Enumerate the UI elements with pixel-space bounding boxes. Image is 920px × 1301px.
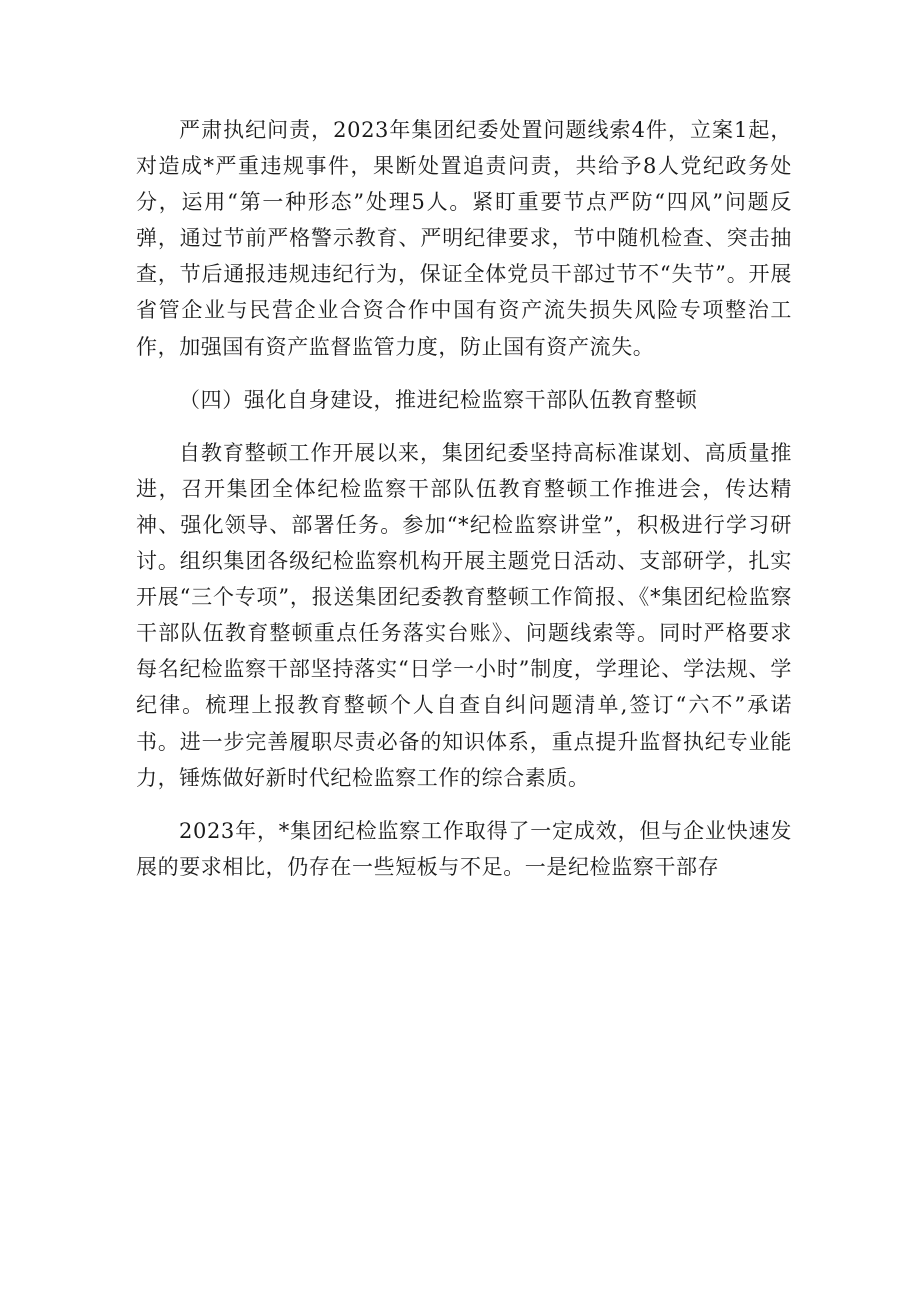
paragraph-education-rectification: 自教育整顿工作开展以来，集团纪委坚持高标准谋划、高质量推进，召开集团全体纪检监察干部队伍教育整顿工作推进会，传达精神、强化领导、部署任务。参加“*纪检监察讲堂”，积极进行学习研讨。组织集团各级纪检监察机构开展主题党日活动、支部研学，扎实开展“三个专项”，报送集团纪委教育整顿工作简报、《*集团纪检监察干部队伍教育整顿重点任务落实台账》、问题线索等。同时严格要求每名纪检监察干部坚持落实“日学一小时”制度，学理论、学法规、学纪律。梳理上报教育整顿个人自查自纠问题清单,签订“六不”承诺书。进一步完善履职尽责必备的知识体系，重点提升监督执纪专业能力，锤炼做好新时代纪检监察工作的综合素质。 — [136, 440, 792, 790]
section-heading-self-building: （四）强化自身建设，推进纪检监察干部队伍教育整顿 — [179, 387, 698, 412]
paragraph-discipline-accountability: 严肃执纪问责，2023年集团纪委处置问题线索4件，立案1起，对造成*严重违规事件，果断处置追责问责，共给予8人党纪政务处分，运用“第一种形态”处理5人。紧盯重要节点严防“四风”问题反弹，通过节前严格警示教育、严明纪律要求，节中随机检查、突击抽查，节后通报违规违纪行为，保证全体党员干部过节不“失节”。开展省管企业与民营企业合资合作中国有资产流失损失风险专项整治工作，加强国有资产监督监管力度，防止国有资产流失。 — [136, 118, 792, 359]
paragraph-shortcomings: 2023年，*集团纪检监察工作取得了一定成效，但与企业快速发展的要求相比，仍存在一些短板与不足。一是纪检监察干部存 — [136, 818, 792, 879]
document-body — [136, 112, 792, 902]
